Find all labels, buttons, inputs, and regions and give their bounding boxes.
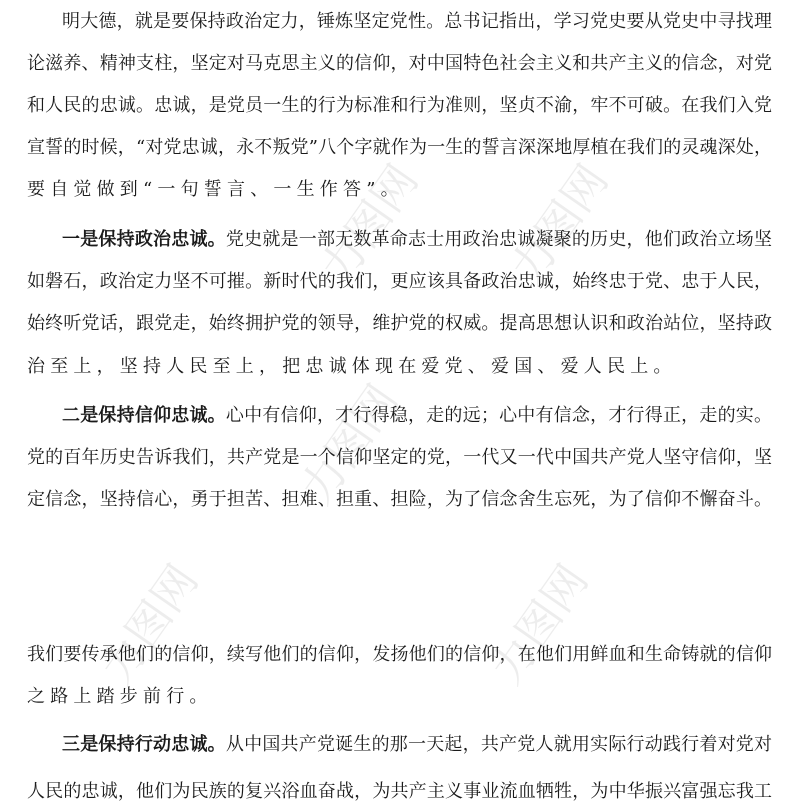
text-line: 明大德，就是要保持政治定力，锤炼坚定党性。总书记指出，学习党史要从党史中寻找理 (62, 11, 772, 32)
text-line: 要自觉做到“一句誓言、一生作答”。 (27, 179, 404, 200)
text-line: 治至上，坚持人民至上，把忠诚体现在爱党、爱国、爱人民上。 (27, 356, 677, 377)
text-span: 从中国共产党诞生的那一天起，共产党人就用实际行动践行着对党对 (225, 734, 773, 755)
watermark: 力图网 (90, 555, 209, 694)
text-line: 之路上踏步前行。 (27, 686, 213, 707)
text-line (62, 404, 772, 428)
text-line: 我们要传承他们的信仰，续写他们的信仰，发扬他们的信仰，在他们用鲜血和生命铸就的信仰 (27, 644, 772, 665)
text-line (62, 228, 772, 252)
text-line (62, 733, 772, 757)
paragraph-heading: 一是保持政治忠诚。 (62, 229, 226, 250)
watermark: 力图网 (500, 155, 619, 294)
watermark: 力图网 (480, 555, 599, 694)
text-line: 论滋养、精神支柱，坚定对马克思主义的信仰，对中国特色社会主义和共产主义的信念，对党 (27, 53, 772, 74)
text-line: 始终听党话，跟党走，始终拥护党的领导，维护党的权威。提高思想认识和政治站位，坚持政 (27, 313, 772, 334)
text-line: 宣誓的时候，“对党忠诚，永不叛党”八个字就作为一生的誓言深深地厚植在我们的灵魂深处， (27, 137, 772, 158)
text-line: 党的百年历史告诉我们，共产党是一个信仰坚定的党，一代又一代中国共产党人坚守信仰，坚 (27, 447, 772, 468)
paragraph-heading: 三是保持行动忠诚。 (62, 734, 226, 755)
text-span: 党史就是一部无数革命志士用政治忠诚凝聚的历史，他们政治立场坚 (225, 229, 773, 250)
watermark: 力图网 (310, 155, 429, 294)
text-line: 定信念，坚持信心，勇于担苦、担难、担重、担险，为了信念舍生忘死，为了信仰不懈奋斗。 (27, 489, 772, 510)
text-line: 人民的忠诚，他们为民族的复兴浴血奋战，为共产主义事业流血牺牲，为中华振兴富强忘我工 (27, 781, 772, 802)
text-span: 心中有信仰，才行得稳，走的远；心中有信念，才行得正，走的实。 (225, 405, 773, 426)
text-line: 如磐石，政治定力坚不可摧。新时代的我们，更应该具备政治忠诚，始终忠于党、忠于人民， (27, 271, 772, 292)
text-line: 和人民的忠诚。忠诚，是党员一生的行为标准和行为准则，坚贞不渝，牢不可破。在我们入党 (27, 95, 772, 116)
watermark: 力图网 (290, 375, 409, 514)
paragraph-heading: 二是保持信仰忠诚。 (62, 405, 226, 426)
